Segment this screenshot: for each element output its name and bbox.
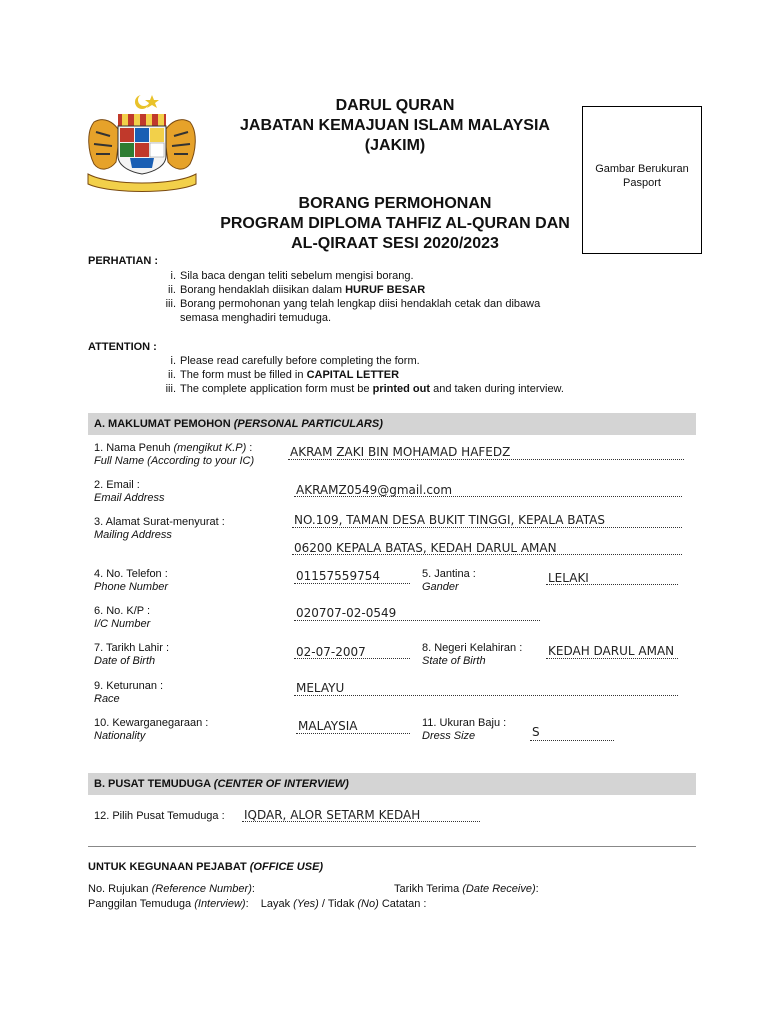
phone-field[interactable]: 01157559754	[296, 569, 380, 583]
header-department: JABATAN KEMAJUAN ISLAM MALAYSIA	[240, 117, 550, 134]
jakim-crest-logo	[80, 92, 204, 194]
phone-underline	[294, 583, 410, 584]
form-session: AL-QIRAAT SESI 2020/2023	[291, 235, 499, 252]
interview-center-underline	[242, 821, 480, 822]
photo-caption-line2: Pasport	[623, 177, 661, 189]
attention-item-2: ii. The form must be filled in CAPITAL LETTER	[168, 369, 400, 381]
race-label: 9. Keturunan : Race	[94, 680, 164, 705]
perhatian-item-2: ii. Borang hendaklah diisikan dalam HURUF BESAR	[168, 284, 426, 296]
section-b-header: B. PUSAT TEMUDUGA (CENTER OF INTERVIEW)	[88, 773, 696, 795]
interview-center-label: 12. Pilih Pusat Temuduga :	[94, 810, 225, 822]
office-divider	[88, 846, 696, 847]
state-label: 8. Negeri Kelahiran : State of Birth	[422, 642, 523, 667]
passport-photo-box	[582, 106, 702, 254]
nationality-field[interactable]: MALAYSIA	[298, 719, 358, 733]
interview-center-field[interactable]: IQDAR, ALOR SETARM KEDAH	[244, 808, 421, 822]
race-field[interactable]: MELAYU	[296, 681, 345, 695]
attention-item-1: i. Please read carefully before completing the form.	[170, 355, 420, 367]
attention-heading: ATTENTION :	[88, 341, 157, 353]
nationality-label: 10. Kewarganegaraan : Nationality	[94, 717, 209, 742]
address-label: 3. Alamat Surat-menyurat : Mailing Address	[94, 516, 225, 541]
attention-list	[148, 354, 608, 396]
race-underline	[294, 695, 678, 696]
email-field[interactable]: AKRAMZ0549@gmail.com	[296, 483, 453, 497]
photo-caption-line1: Gambar Berukuran	[595, 163, 689, 175]
email-underline	[294, 496, 682, 497]
dress-size-underline	[530, 740, 614, 741]
form-title: BORANG PERMOHONAN	[298, 195, 492, 212]
name-underline	[288, 459, 684, 460]
state-underline	[546, 658, 678, 659]
perhatian-item-3: iii. Borang permohonan yang telah lengkap diisi hendaklah cetak dan dibawa	[165, 298, 541, 310]
gender-label: 5. Jantina : Gander	[422, 568, 476, 593]
perhatian-list	[148, 269, 588, 325]
name-label: 1. Nama Penuh (mengikut K.P) : Full Name (According to your IC)	[94, 442, 255, 467]
ic-label: 6. No. K/P : I/C Number	[94, 605, 151, 630]
date-receive-label: Tarikh Terima (Date Receive):	[394, 883, 539, 895]
attention-item-3: iii. The complete application form must be printed out and taken during interview.	[165, 383, 564, 395]
address-underline-1	[292, 527, 682, 528]
state-field[interactable]: KEDAH DARUL AMAN	[548, 644, 675, 658]
gender-underline	[546, 584, 678, 585]
form-program: PROGRAM DIPLOMA TAHFIZ AL-QURAN DAN	[220, 215, 570, 232]
name-field[interactable]: AKRAM ZAKI BIN MOHAMAD HAFEDZ	[290, 445, 511, 459]
dress-size-field[interactable]: S	[532, 725, 540, 739]
interview-call-label: Panggilan Temuduga (Interview): Layak (Yes) / Tidak (No) Catatan :	[88, 898, 427, 910]
ic-field[interactable]: 020707-02-0549	[296, 606, 397, 620]
dress-size-label: 11. Ukuran Baju : Dress Size	[422, 717, 507, 742]
nationality-underline	[296, 733, 410, 734]
address-field-line2[interactable]: 06200 KEPALA BATAS, KEDAH DARUL AMAN	[294, 541, 557, 555]
dob-underline	[294, 658, 410, 659]
perhatian-heading: PERHATIAN :	[88, 255, 159, 267]
header-org-name: DARUL QURAN	[335, 97, 455, 114]
section-a-header: A. MAKLUMAT PEMOHON (PERSONAL PARTICULARS)	[88, 413, 696, 435]
phone-label: 4. No. Telefon : Phone Number	[94, 568, 168, 593]
header-abbrev: (JAKIM)	[364, 137, 426, 154]
email-label: 2. Email : Email Address	[94, 479, 165, 504]
perhatian-item-3-cont: semasa menghadiri temuduga.	[180, 312, 332, 324]
address-underline-2	[292, 554, 682, 555]
office-use-heading: UNTUK KEGUNAAN PEJABAT (OFFICE USE)	[88, 861, 324, 873]
gender-field[interactable]: LELAKI	[548, 571, 589, 585]
dob-label: 7. Tarikh Lahir : Date of Birth	[94, 642, 170, 667]
perhatian-item-1: i. Sila baca dengan teliti sebelum mengisi borang.	[170, 270, 414, 282]
reference-number-label: No. Rujukan (Reference Number):	[88, 883, 255, 895]
address-field-line1[interactable]: NO.109, TAMAN DESA BUKIT TINGGI, KEPALA BATAS	[294, 513, 605, 527]
ic-underline	[294, 620, 540, 621]
dob-field[interactable]: 02-07-2007	[296, 645, 366, 659]
